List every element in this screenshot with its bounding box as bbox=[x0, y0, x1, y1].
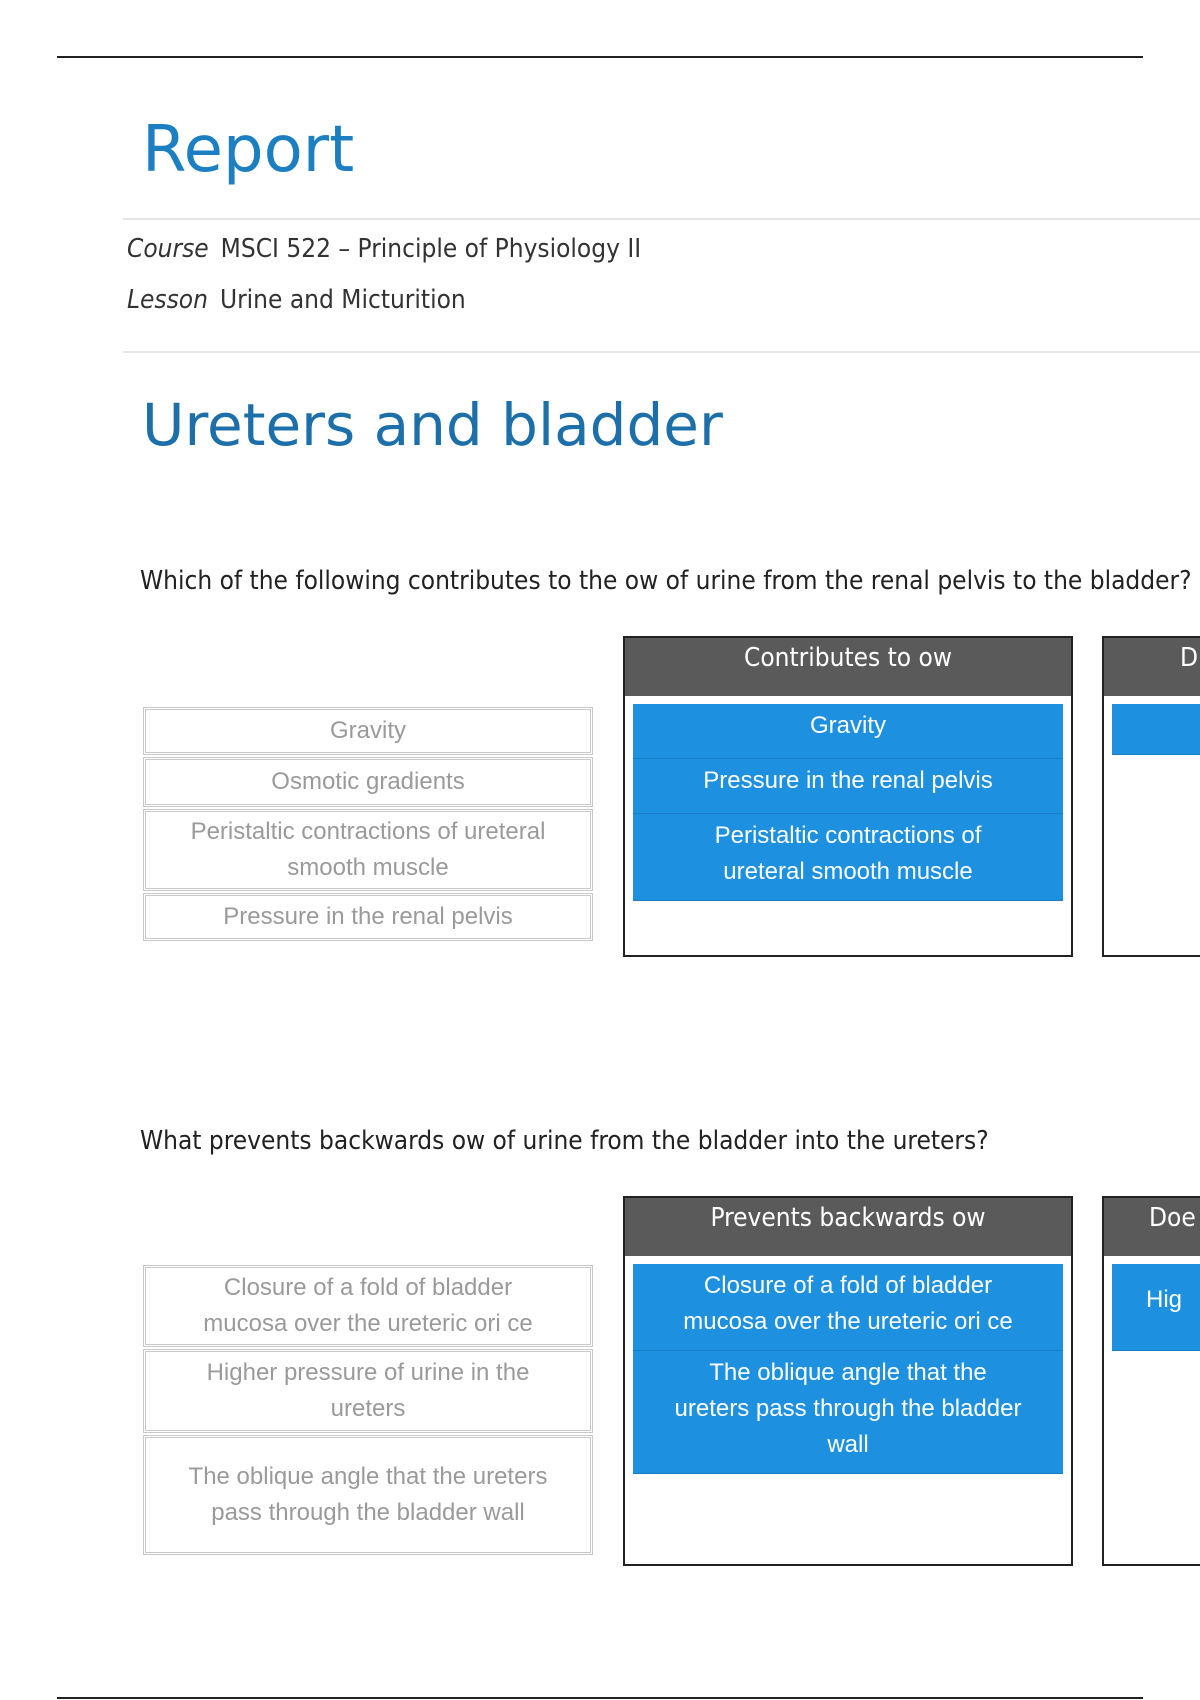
divider bbox=[123, 218, 1200, 220]
option-osmotic-gradients[interactable]: Osmotic gradients bbox=[143, 757, 593, 807]
divider bbox=[123, 351, 1200, 353]
course-row bbox=[127, 234, 641, 264]
course-value: MSCI 522 – Principle of Physiology II bbox=[220, 234, 642, 264]
contributes-header: Contributes to ow bbox=[625, 638, 1071, 696]
report-title: Report bbox=[142, 113, 355, 187]
option-gravity[interactable]: Gravity bbox=[143, 707, 593, 755]
placed-item[interactable] bbox=[1112, 704, 1200, 755]
placed-peristaltic-contractions[interactable]: Peristaltic contractions of ureteral smooth muscle bbox=[633, 814, 1063, 901]
does-not-contribute-header: D bbox=[1104, 638, 1200, 696]
does-not-prevent-drop-zone[interactable] bbox=[1102, 1196, 1200, 1566]
contributes-drop-zone[interactable] bbox=[623, 636, 1073, 957]
option-peristaltic-contractions[interactable]: Peristaltic contractions of ureteral smooth muscle bbox=[143, 809, 593, 891]
lesson-label: Lesson bbox=[127, 285, 208, 315]
does-not-contribute-items bbox=[1112, 704, 1200, 755]
does-not-prevent-header: Doe bbox=[1104, 1198, 1200, 1256]
placed-bladder-mucosa-fold[interactable]: Closure of a fold of bladder mucosa over the ureteric ori ce bbox=[633, 1264, 1063, 1351]
does-not-contribute-drop-zone[interactable] bbox=[1102, 636, 1200, 957]
contributes-items bbox=[633, 704, 1063, 901]
placed-oblique-angle[interactable]: The oblique angle that the ureters pass through the bladder wall bbox=[633, 1351, 1063, 1474]
lesson-row bbox=[127, 285, 466, 315]
placed-renal-pelvis-pressure[interactable]: Pressure in the renal pelvis bbox=[633, 759, 1063, 814]
question-1-options bbox=[143, 707, 593, 943]
option-renal-pelvis-pressure[interactable]: Pressure in the renal pelvis bbox=[143, 893, 593, 941]
course-label: Course bbox=[127, 234, 209, 264]
placed-gravity[interactable]: Gravity bbox=[633, 704, 1063, 759]
bottom-rule bbox=[57, 1697, 1143, 1699]
prevents-drop-zone[interactable] bbox=[623, 1196, 1073, 1566]
does-not-prevent-items bbox=[1112, 1264, 1200, 1351]
prevents-items bbox=[633, 1264, 1063, 1474]
top-rule bbox=[57, 56, 1143, 58]
question-2-options bbox=[143, 1265, 593, 1557]
question-2-text: What prevents backwards ow of urine from the bladder into the ureters? bbox=[140, 1126, 989, 1156]
placed-higher-pressure[interactable]: Hig bbox=[1112, 1264, 1200, 1351]
question-1-text: Which of the following contributes to the ow of urine from the renal pelvis to the bladder? bbox=[140, 566, 1192, 596]
lesson-value: Urine and Micturition bbox=[219, 285, 466, 315]
section-title: Ureters and bladder bbox=[142, 391, 723, 459]
option-bladder-mucosa-fold[interactable]: Closure of a fold of bladder mucosa over the ureteric ori ce bbox=[143, 1265, 593, 1347]
prevents-header: Prevents backwards ow bbox=[625, 1198, 1071, 1256]
option-oblique-angle[interactable]: The oblique angle that the ureters pass through the bladder wall bbox=[143, 1435, 593, 1555]
option-higher-ureter-pressure[interactable]: Higher pressure of urine in the ureters bbox=[143, 1349, 593, 1433]
